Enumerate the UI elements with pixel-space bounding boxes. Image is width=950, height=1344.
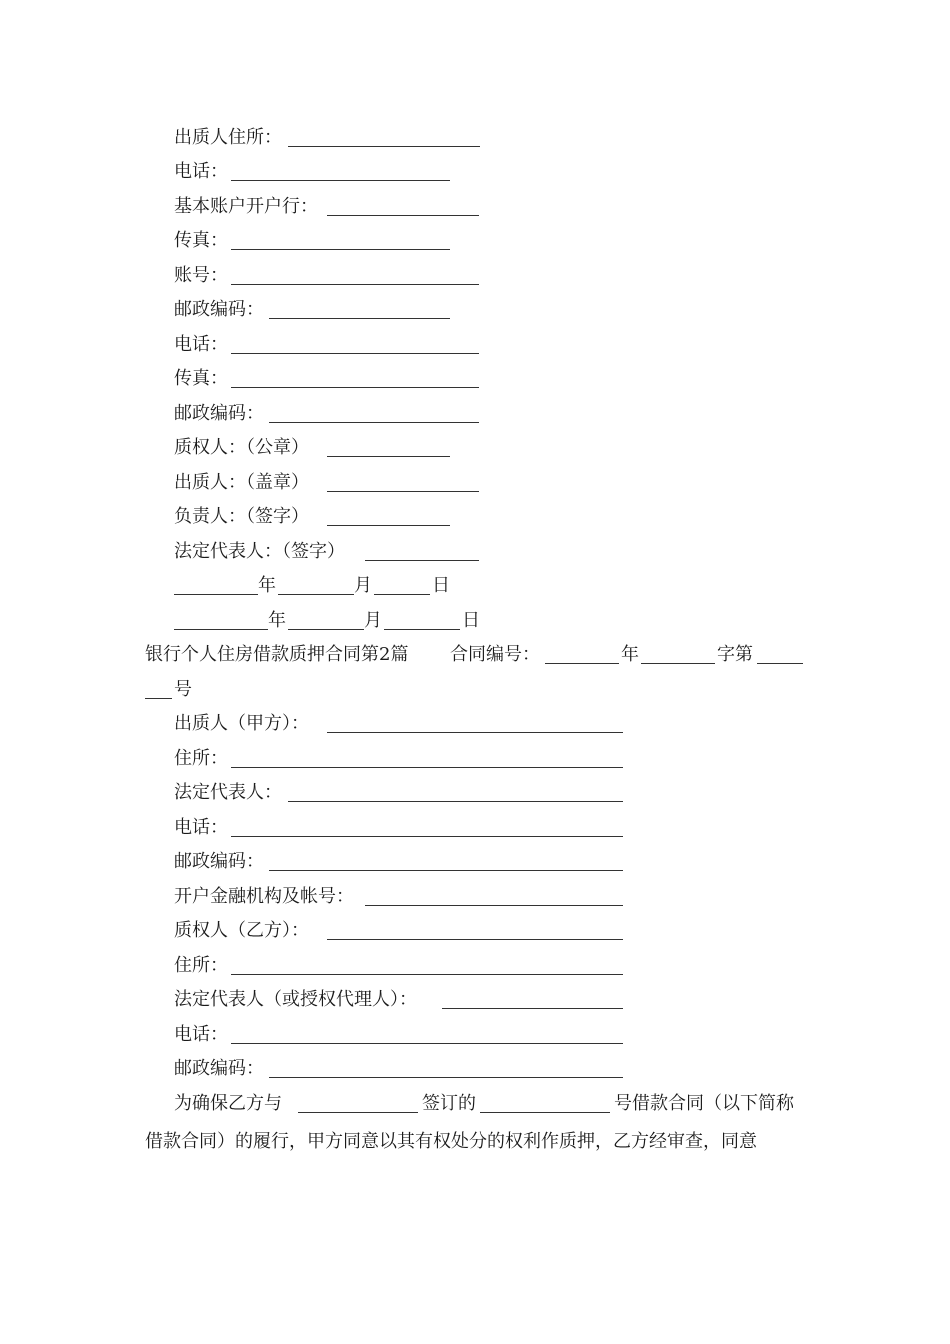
- paragraph-text: 为确保乙方与: [174, 1093, 282, 1114]
- field-phone: [174, 158, 228, 186]
- field-phone-4: [174, 1021, 228, 1049]
- date-year-label: 年: [258, 575, 276, 596]
- date-day-label: 日: [462, 610, 480, 631]
- field-phone-2: [174, 331, 228, 359]
- field-label: 质权人（乙方）：: [174, 920, 309, 941]
- field-label: 电话：: [174, 817, 228, 838]
- paragraph-line-1: [174, 1090, 794, 1118]
- heading-title: 银行个人住房借款质押合同第2篇: [145, 644, 409, 665]
- date-month-label: 月: [364, 610, 382, 631]
- paragraph-text: 借款合同）的履行，甲方同意以其有权处分的权利作质押，乙方经审查，同意: [145, 1131, 757, 1152]
- field-phone-3: [174, 814, 228, 842]
- fill-blank: [480, 1112, 610, 1113]
- fill-blank: [384, 629, 460, 630]
- fill-blank: [145, 698, 172, 699]
- fill-blank: [327, 732, 623, 733]
- fill-blank: [288, 146, 480, 147]
- fill-blank: [231, 180, 450, 181]
- field-label: 账号：: [174, 265, 228, 286]
- field-label: 邮政编码：: [174, 299, 264, 320]
- field-legal-representative: [174, 779, 282, 807]
- field-address-2: [174, 952, 228, 980]
- field-postal-code-2: [174, 400, 264, 428]
- fill-blank: [327, 491, 479, 492]
- field-label: 出质人：（盖章）: [174, 472, 309, 493]
- fill-blank: [374, 594, 430, 595]
- contract-number-hao: 号: [174, 679, 192, 700]
- fill-blank: [231, 249, 450, 250]
- fill-blank: [327, 525, 450, 526]
- fill-blank: [269, 870, 623, 871]
- field-label: 负责人：（签字）: [174, 506, 309, 527]
- fill-blank: [278, 594, 354, 595]
- fill-blank: [365, 905, 623, 906]
- fill-blank: [327, 456, 450, 457]
- field-label: 邮政编码：: [174, 403, 264, 424]
- fill-blank: [545, 663, 619, 664]
- field-label: 电话：: [174, 334, 228, 355]
- fill-blank: [327, 939, 623, 940]
- fill-blank: [298, 1112, 418, 1113]
- field-pledgee-seal: [174, 434, 309, 462]
- field-label: 电话：: [174, 161, 228, 182]
- field-label: 传真：: [174, 368, 228, 389]
- field-fax: [174, 227, 228, 255]
- field-postal-code: [174, 296, 264, 324]
- field-bank-and-account: [174, 883, 354, 911]
- fill-blank: [327, 215, 479, 216]
- fill-blank: [269, 1077, 623, 1078]
- field-address: [174, 745, 228, 773]
- field-pledgor-party-a: [174, 710, 309, 738]
- fill-blank: [231, 1043, 623, 1044]
- fill-blank: [231, 836, 623, 837]
- fill-blank: [288, 801, 623, 802]
- field-label: 传真：: [174, 230, 228, 251]
- fill-blank: [231, 767, 623, 768]
- fill-blank: [442, 1008, 623, 1009]
- field-label: 质权人：（公章）: [174, 437, 309, 458]
- field-label: 法定代表人：: [174, 782, 282, 803]
- field-postal-code-4: [174, 1055, 264, 1083]
- fill-blank: [231, 387, 479, 388]
- field-label: 住所：: [174, 748, 228, 769]
- field-label: 邮政编码：: [174, 1058, 264, 1079]
- field-fax-2: [174, 365, 228, 393]
- field-legal-representative-signature: [174, 538, 345, 566]
- paragraph-line-2: [145, 1128, 757, 1156]
- fill-blank: [365, 560, 479, 561]
- fill-blank: [231, 284, 479, 285]
- fill-blank: [641, 663, 715, 664]
- field-responsible-person-signature: [174, 503, 309, 531]
- field-pledgee-party-b: [174, 917, 309, 945]
- date-year-label: 年: [268, 610, 286, 631]
- fill-blank: [231, 974, 623, 975]
- fill-blank: [231, 353, 479, 354]
- fill-blank: [757, 663, 803, 664]
- field-basic-account-bank: [174, 193, 318, 221]
- fill-blank: [174, 629, 268, 630]
- fill-blank: [288, 629, 364, 630]
- date-month-label: 月: [354, 575, 372, 596]
- contract-number-year: 年: [621, 644, 639, 665]
- section-heading: [145, 641, 753, 669]
- fill-blank: [269, 422, 479, 423]
- field-label: 法定代表人（或授权代理人）：: [174, 989, 417, 1010]
- field-legal-rep-or-agent: [174, 986, 417, 1014]
- field-label: 法定代表人：（签字）: [174, 541, 345, 562]
- contract-number-zi: 字第: [717, 644, 753, 665]
- date-day-label: 日: [432, 575, 450, 596]
- fill-blank: [269, 318, 450, 319]
- field-label: 电话：: [174, 1024, 228, 1045]
- field-pledgor-seal: [174, 469, 309, 497]
- field-label: 基本账户开户行：: [174, 196, 318, 217]
- paragraph-text: 号借款合同（以下简称: [614, 1093, 794, 1114]
- fill-blank: [174, 594, 258, 595]
- field-label: 出质人住所：: [174, 127, 282, 148]
- field-postal-code-3: [174, 848, 264, 876]
- paragraph-text: 签订的: [422, 1093, 476, 1114]
- field-pledgor-address: [174, 124, 282, 152]
- field-label: 邮政编码：: [174, 851, 264, 872]
- contract-number-label: 合同编号：: [450, 644, 540, 665]
- field-label: 住所：: [174, 955, 228, 976]
- field-label: 出质人（甲方）：: [174, 713, 309, 734]
- field-label: 开户金融机构及帐号：: [174, 886, 354, 907]
- field-account-number: [174, 262, 228, 290]
